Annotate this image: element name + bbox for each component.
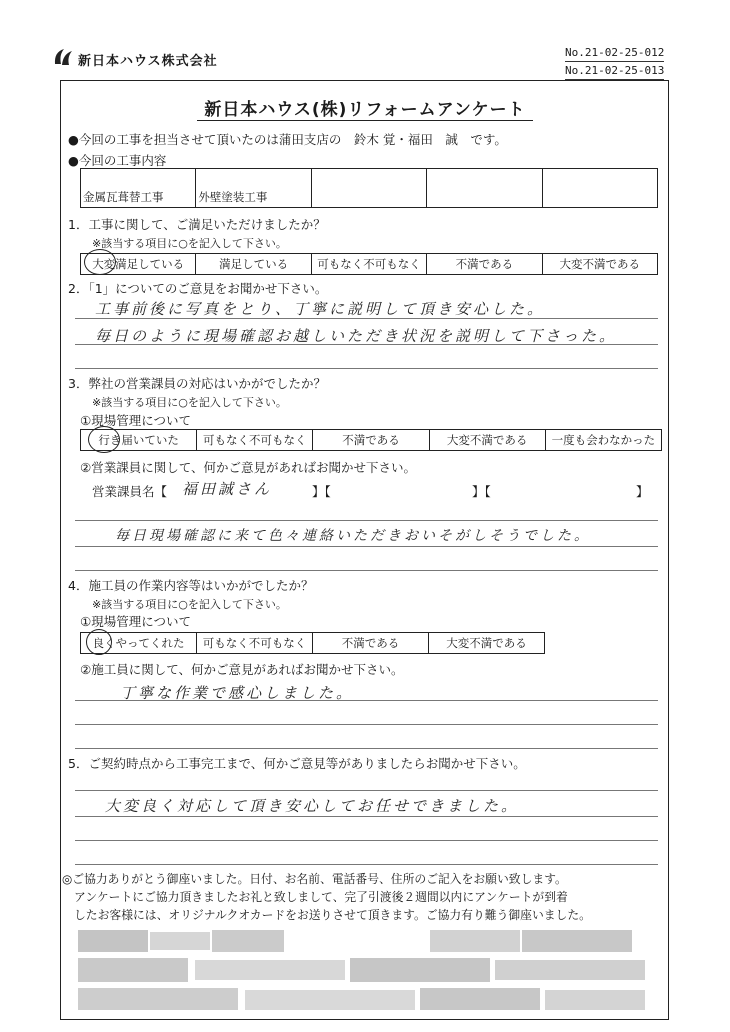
redaction-block	[430, 930, 520, 952]
q1-option[interactable]: 不満である	[427, 254, 542, 275]
answer-rule	[75, 318, 658, 319]
answer-rule	[75, 344, 658, 345]
q1-question: 1．工事に関して、ご満足いただけましたか？	[68, 217, 326, 232]
q1-option[interactable]: 可もなく不可もなく	[311, 254, 426, 275]
answer-rule	[75, 368, 658, 369]
redaction-block	[195, 960, 345, 980]
answer-rule	[75, 570, 658, 571]
q1-note: ※該当する項目に○を記入して下さい。	[92, 237, 287, 250]
title-underline	[197, 120, 533, 121]
q4-option[interactable]: 大変不満である	[429, 633, 545, 654]
redaction-block	[350, 958, 490, 982]
selection-circle	[84, 249, 116, 275]
answer-rule	[75, 724, 658, 725]
sales-name-label: 営業課員名【	[92, 484, 168, 499]
work-content-table	[80, 168, 658, 208]
answer-rule	[75, 816, 658, 817]
redaction-block	[78, 930, 148, 952]
q4-sub2: ②施工員に関して、何かご意見があればお聞かせ下さい。	[80, 662, 404, 677]
answer-rule	[75, 864, 658, 865]
redaction-block	[420, 988, 540, 1010]
redaction-block	[522, 930, 632, 952]
redaction-block	[245, 990, 415, 1010]
redaction-block	[78, 958, 188, 982]
closing-line: ◎ご協力ありがとう御座いました。日付、お名前、電話番号、住所のご記入をお願い致します。	[62, 872, 567, 886]
work-content-label: ●今回の工事内容	[68, 153, 167, 168]
answer-rule	[75, 840, 658, 841]
q1-options	[80, 253, 658, 275]
q4-note: ※該当する項目に○を記入して下さい。	[92, 598, 287, 611]
redaction-block	[78, 988, 238, 1010]
q4-options	[80, 632, 545, 654]
q4-answer-line: 丁寧な作業で感心しました。	[120, 684, 355, 702]
selection-circle	[88, 426, 120, 453]
work-item-cell: 外壁塗装工事	[196, 169, 311, 208]
q2-question: 2．「1」についてのご意見をお聞かせ下さい。	[68, 281, 328, 296]
q2-answer-line: 毎日のように現場確認お越しいただき状況を説明して下さった。	[95, 327, 618, 345]
document-numbers	[565, 44, 664, 80]
answer-rule	[75, 790, 658, 791]
work-item-cell	[542, 169, 657, 208]
work-item-cell: 金属瓦葺替工事	[81, 169, 196, 208]
branch-staff-line: ●今回の工事を担当させて頂いたのは蒲田支店の 鈴木 覚・福田 誠 です。	[68, 132, 507, 147]
q3-sub2: ②営業課員に関して、何かご意見があればお聞かせ下さい。	[80, 460, 416, 475]
q3-answer-line: 毎日現場確認に来て色々連絡いただきおいそがしそうでした。	[115, 528, 591, 544]
answer-rule	[75, 748, 658, 749]
answer-rule	[75, 520, 658, 521]
redaction-block	[495, 960, 645, 980]
document-number: No.21-02-25-012	[565, 44, 664, 62]
q4-option[interactable]: 良くやってくれた	[81, 633, 197, 654]
q5-answer-line: 大変良く対応して頂き安心してお任せできました。	[105, 797, 520, 815]
q4-sub1: ①現場管理について	[80, 614, 191, 629]
q4-option[interactable]: 可もなく不可もなく	[197, 633, 313, 654]
name-bracket: 】【	[472, 484, 491, 499]
q3-option[interactable]: 行き届いていた	[81, 430, 197, 451]
q1-option[interactable]: 大変満足している	[81, 254, 196, 275]
q4-option[interactable]: 不満である	[313, 633, 429, 654]
q3-option[interactable]: 不満である	[313, 430, 429, 451]
work-item-cell	[427, 169, 542, 208]
closing-line: したお客様には、オリジナルクオカードをお送りさせて頂きます。ご協力有り難う御座いました。	[74, 908, 591, 922]
answer-rule	[75, 546, 658, 547]
q3-note: ※該当する項目に○を記入して下さい。	[92, 396, 287, 409]
q2-answer-line: 工事前後に写真をとり、丁寧に説明して頂き安心した。	[95, 300, 546, 318]
q3-option[interactable]: 大変不満である	[429, 430, 545, 451]
work-item-cell	[311, 169, 426, 208]
q4-question: 4．施工員の作業内容等はいかがでしたか？	[68, 578, 314, 593]
name-bracket: 】	[636, 484, 649, 499]
sales-name-value: 福田誠さん	[182, 480, 273, 498]
company-name: 新日本ハウス株式会社	[78, 54, 218, 69]
q3-sub1: ①現場管理について	[80, 413, 191, 428]
redaction-block	[545, 990, 645, 1010]
redaction-block	[150, 932, 210, 950]
company-logo-icon	[52, 46, 74, 68]
q1-option[interactable]: 満足している	[196, 254, 311, 275]
q3-options	[80, 429, 662, 451]
document-number: No.21-02-25-013	[565, 62, 664, 80]
selection-circle	[86, 629, 112, 655]
q5-question: 5．ご契約時点から工事完工まで、何かご意見等がありましたらお聞かせ下さい。	[68, 756, 526, 771]
survey-title: 新日本ハウス(株)リフォームアンケート	[204, 100, 526, 120]
q3-option[interactable]: 可もなく不可もなく	[197, 430, 313, 451]
name-bracket: 】【	[312, 484, 331, 499]
q3-question: 3．弊社の営業課員の対応はいかがでしたか？	[68, 376, 326, 391]
closing-line: アンケートにご協力頂きましたお礼と致しまして、完了引渡後２週間以内にアンケートが到着	[74, 890, 568, 904]
q1-option[interactable]: 大変不満である	[542, 254, 657, 275]
answer-rule	[75, 700, 658, 701]
q3-option[interactable]: 一度も会わなかった	[545, 430, 661, 451]
redaction-block	[212, 930, 284, 952]
